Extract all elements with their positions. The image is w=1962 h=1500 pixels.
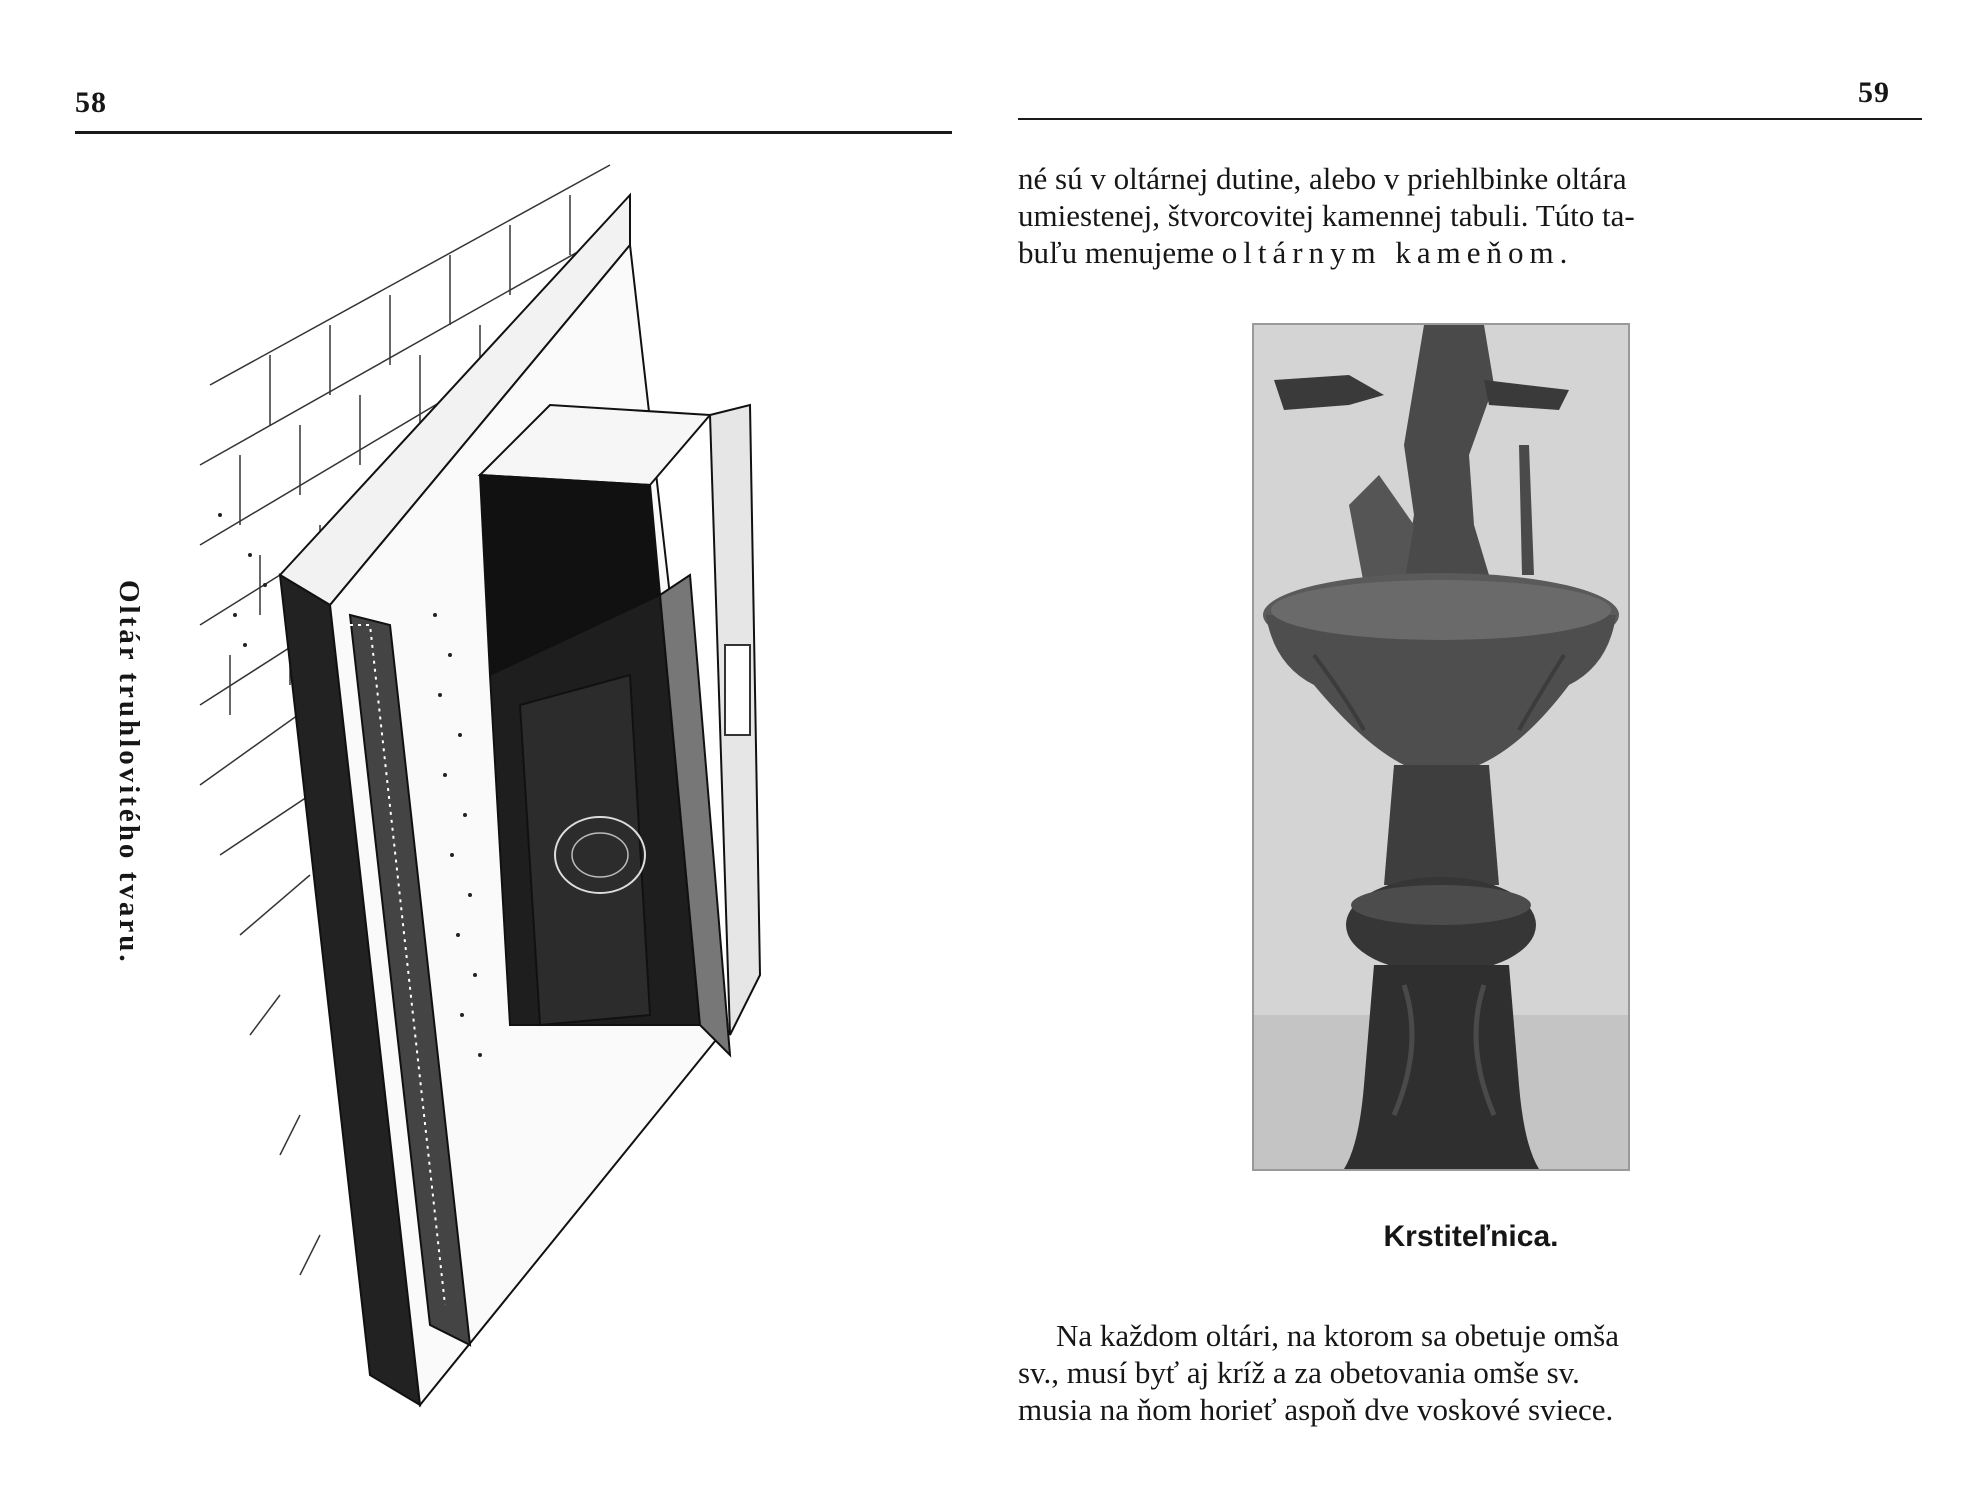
header-rule-right [1018, 118, 1922, 120]
paragraph-line: né sú v oltárnej dutine, alebo v priehlbinke oltára [1018, 161, 1627, 196]
figure-caption: Oltár truhlovitého tvaru. [113, 580, 145, 965]
altar-box [480, 405, 760, 1055]
paragraph-line: sv., musí byť aj kríž a za obetovania omše sv. [1018, 1355, 1580, 1390]
baptismal-font-photo [1252, 323, 1630, 1171]
paragraph-line: Na každom oltári, na ktorom sa obetuje omša [1056, 1318, 1620, 1353]
emphasized-term: oltárnym kameňom. [1221, 235, 1574, 270]
left-page [0, 0, 980, 1500]
paragraph-line: musia na ňom horieť aspoň dve voskové sviece. [1018, 1392, 1614, 1427]
paragraph-line: umiestenej, štvorcovitej kamennej tabuli. Túto ta- [1018, 198, 1635, 233]
line3-start: buľu menujeme [1018, 235, 1222, 270]
photo-caption: Krstiteľnica. [1383, 1220, 1559, 1253]
paragraph-line [1018, 234, 1922, 271]
altar-illustration [190, 155, 910, 1415]
header-rule-left [75, 131, 952, 134]
font-image [1254, 325, 1628, 1169]
top-paragraph [1018, 160, 1922, 271]
page-number-right: 59 [1858, 76, 1890, 109]
page-number-left: 58 [75, 86, 107, 119]
bottom-paragraph [1018, 1317, 1922, 1428]
right-page [980, 0, 1962, 1500]
